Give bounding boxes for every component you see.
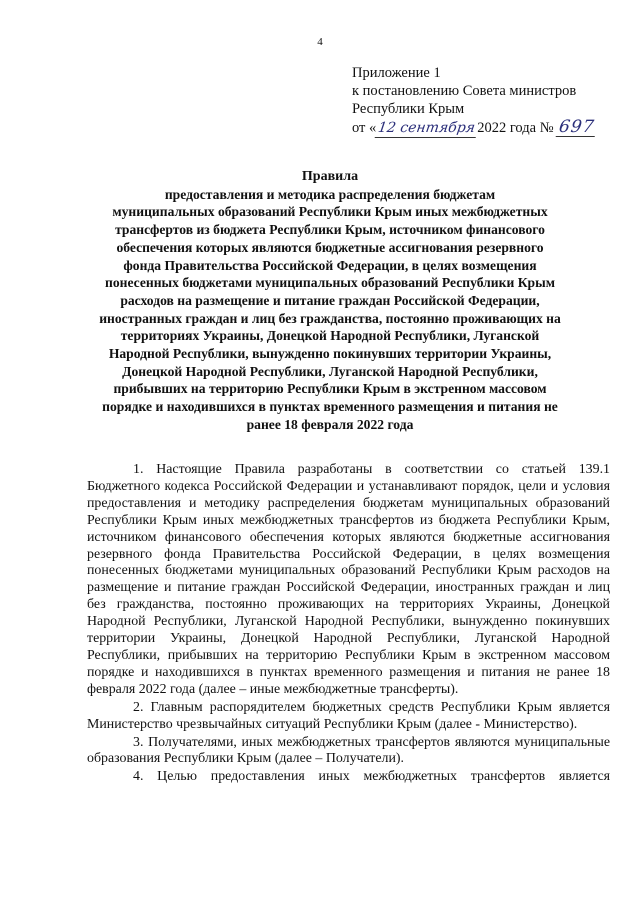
- title-line: фонда Правительства Российской Федерации, в целях возмещения: [123, 257, 537, 273]
- handwritten-date: 12 сентября: [375, 119, 479, 138]
- title-line: трансфертов из бюджета Республики Крым, источником финансового: [115, 222, 545, 238]
- title-line: территориях Украины, Донецкой Народной Республики, Луганской: [120, 328, 540, 344]
- appendix-title: Приложение 1: [352, 65, 441, 81]
- title-line: прибывших на территорию Республики Крым в экстренном массовом: [113, 381, 547, 397]
- appendix-date-line: [352, 118, 622, 138]
- date-prefix: от «: [352, 120, 377, 136]
- title-line: понесенных бюджетами муниципальных образований Республики Крым: [105, 275, 555, 291]
- title-line: обеспечения которых являются бюджетные ассигнования резервного: [116, 239, 544, 255]
- title-line: предоставления и методика распределения бюджетам: [164, 186, 496, 202]
- title-line: Народной Республики, вынужденно покинувших территории Украины,: [108, 346, 552, 362]
- title-line: порядке и находившихся в пунктах временного размещения и питания не: [102, 399, 558, 415]
- appendix-authority: Республики Крым: [352, 101, 465, 117]
- page-number: 4: [317, 36, 323, 48]
- title-line: иностранных граждан и лиц без гражданства, постоянно проживающих на: [99, 310, 561, 326]
- paragraph-1: 1. Настоящие Правила разработаны в соответствии со статьей 139.1 Бюджетного кодекса Российской Федерации и устанавливают порядок, цели и условия предоставления и методику распределения бюджетам муниципальных образований Республики Крым иных межбюджетных трансфертов из бюджета Республики Крым, источником финансового обеспечения которых являются бюджетные ассигнования резервного фонда Правительства Российской Федерации, в целях возмещения понесенных бюджетами муниципальных образований Республики Крым расходов на размещение и питание граждан Российской Федерации, иностранных граждан и лиц без гражданства, постоянно проживающих на территориях Украины, Донецкой Народной Республики, Луганской Народной Республики, вынужденно покинувших территории Украины, Донецкой Народной Республики, Луганской Народной Республики, прибывших на территорию Республики Крым в экстренном массовом порядке и находившихся в пунктах временного размещения и питания не ранее 18 февраля 2022 года (далее – иные межбюджетные трансферты).: [87, 462, 610, 697]
- appendix-resolution-ref: к постановлению Совета министров: [352, 83, 577, 99]
- title-line: расходов на размещение и питание граждан Российской Федерации,: [120, 292, 540, 308]
- paragraph-2: 2. Главным распорядителем бюджетных средств Республики Крым является Министерство чрезвычайных ситуаций Республики Крым (далее - Министерство).: [87, 699, 610, 732]
- date-suffix: 2022 года №: [477, 120, 554, 136]
- title-line: Донецкой Народной Республики, Луганской Народной Республики,: [122, 363, 538, 379]
- paragraph-3: 3. Получателями, иных межбюджетных трансфертов являются муниципальные образования Республики Крым (далее – Получатели).: [87, 734, 610, 767]
- title-line: ранее 18 февраля 2022 года: [246, 416, 414, 432]
- handwritten-number: 697: [557, 117, 597, 137]
- document-title: [60, 168, 600, 434]
- title-heading: Правила: [301, 169, 359, 184]
- title-line: муниципальных образований Республики Крым иных межбюджетных: [112, 204, 548, 220]
- document-body: [87, 462, 610, 787]
- paragraph-4: 4. Целью предоставления иных межбюджетных трансфертов является: [133, 769, 610, 785]
- appendix-header: [352, 64, 622, 138]
